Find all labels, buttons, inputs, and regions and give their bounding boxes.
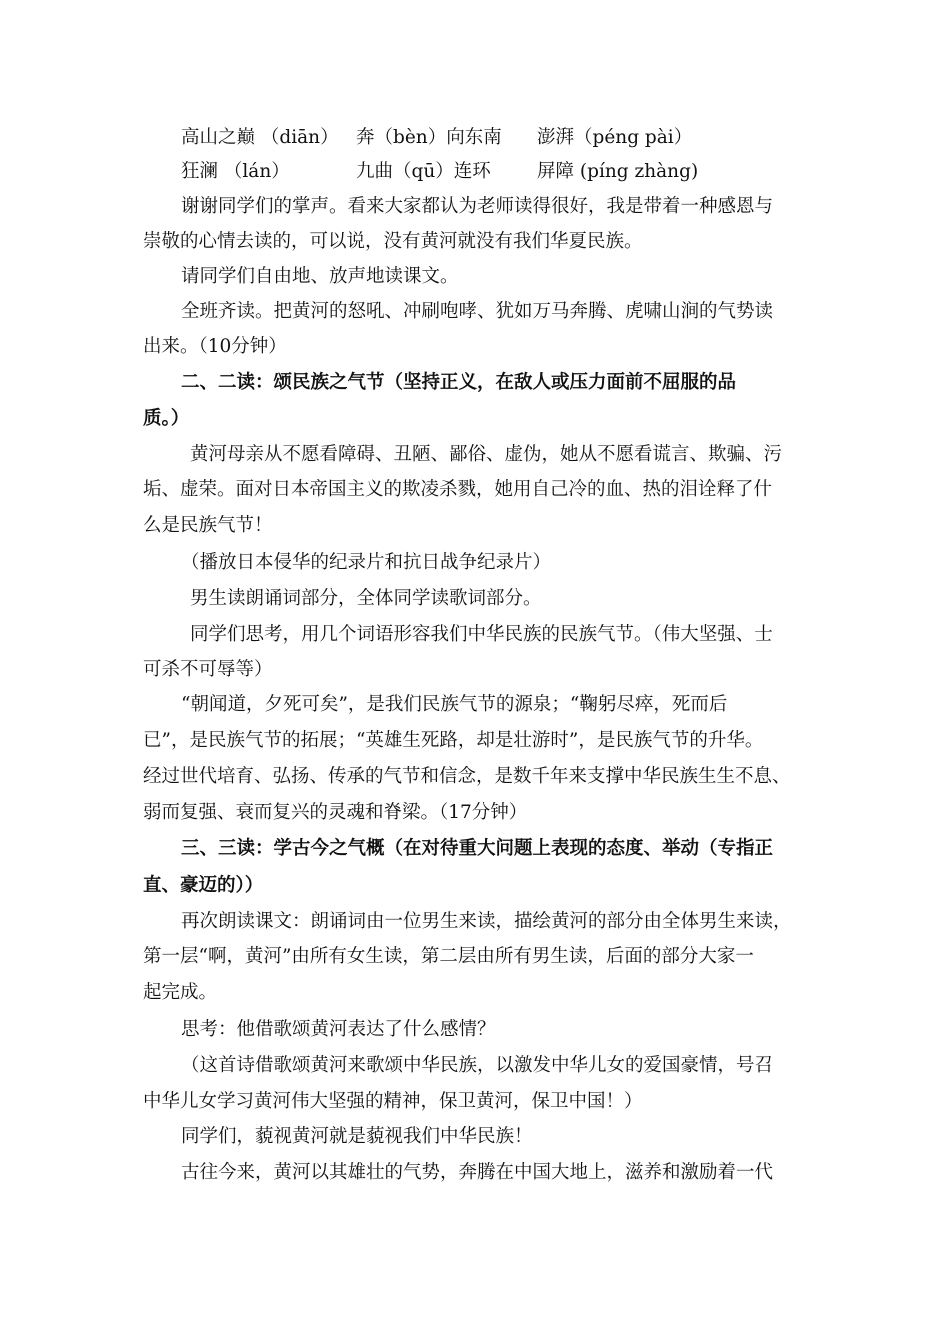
paragraph-line: 出来。（10分钟） xyxy=(143,336,287,357)
paragraph-line: 请同学们自由地、放声地读课文。 xyxy=(181,266,459,287)
vocab-item: 狂澜 （lán） xyxy=(181,161,290,182)
paragraph-line: （播放日本侵华的纪录片和抗日战争纪录片） xyxy=(181,552,552,573)
paragraph-line: “朝闻道，夕死可矣”，是我们民族气节的源泉；“鞠躬尽瘁，死而后 xyxy=(181,694,728,715)
paragraph-line: 起完成。 xyxy=(143,982,218,1003)
paragraph-line: （这首诗借歌颂黄河来歌颂中华民族，以激发中华儿女的爱国豪情，号召 xyxy=(181,1055,774,1076)
section-heading: 二、二读：颂民族之气节（坚持正义，在敌人或压力面前不屈服的品 xyxy=(181,372,737,393)
section-heading: 直、豪迈的）） xyxy=(143,875,264,896)
paragraph-line: 古往今来，黄河以其雄壮的气势，奔腾在中国大地上，滋养和激励着一代 xyxy=(181,1162,774,1183)
paragraph-line: 再次朗读课文：朗诵词由一位男生来读，描绘黄河的部分由全体男生来读， xyxy=(181,911,792,932)
paragraph-line: 谢谢同学们的掌声。看来大家都认为老师读得很好，我是带着一种感恩与 xyxy=(181,196,774,217)
section-heading: 质。） xyxy=(143,408,190,429)
vocab-item: 屏障 (píng zhàng) xyxy=(537,161,699,182)
paragraph-line: 中华儿女学习黄河伟大坚强的精神，保卫黄河，保卫中国！） xyxy=(143,1091,643,1112)
vocab-item: 澎湃（péng pài） xyxy=(537,127,693,148)
paragraph-line: 弱而复强、衰而复兴的灵魂和脊梁。（17分钟） xyxy=(143,802,528,823)
paragraph-line: 第一层“啊，黄河”由所有女生读，第二层由所有男生读，后面的部分大家一 xyxy=(143,946,754,967)
vocab-item: 高山之巅 （diān） xyxy=(181,127,339,148)
paragraph-line: 男生读朗诵词部分，全体同学读歌词部分。 xyxy=(190,588,542,609)
section-heading: 三、三读：学古今之气概（在对待重大问题上表现的态度、举动（专指正 xyxy=(181,838,774,859)
paragraph-line: 同学们思考，用几个词语形容我们中华民族的民族气节。（伟大坚强、士 xyxy=(190,624,773,645)
paragraph-line: 已”，是民族气节的拓展；“英雄生死路，却是壮游时”，是民族气节的升华。 xyxy=(143,730,764,751)
paragraph-line: 同学们，藐视黄河就是藐视我们中华民族！ xyxy=(181,1126,533,1147)
paragraph-line: 可杀不可辱等） xyxy=(143,659,273,680)
paragraph-line: 黄河母亲从不愿看障碍、丑陋、鄙俗、虚伪，她从不愿看谎言、欺骗、污 xyxy=(190,444,783,465)
paragraph-line: 崇敬的心情去读的，可以说，没有黄河就没有我们华夏民族。 xyxy=(143,231,643,252)
paragraph-line: 么是民族气节！ xyxy=(143,515,273,536)
paragraph-line: 思考：他借歌颂黄河表达了什么感情？ xyxy=(181,1019,496,1040)
vocab-item: 奔（bèn）向东南 xyxy=(356,127,502,148)
paragraph-line: 全班齐读。把黄河的怒吼、冲刷咆哮、犹如万马奔腾、虎啸山涧的气势读 xyxy=(181,301,774,322)
vocab-item: 九曲（qū）连环 xyxy=(356,161,491,182)
paragraph-line: 垢、虚荣。面对日本帝国主义的欺凌杀戮，她用自己冷的血、热的泪诠释了什 xyxy=(143,479,773,500)
paragraph-line: 经过世代培育、弘扬、传承的气节和信念，是数千年来支撑中华民族生生不息、 xyxy=(143,766,791,787)
